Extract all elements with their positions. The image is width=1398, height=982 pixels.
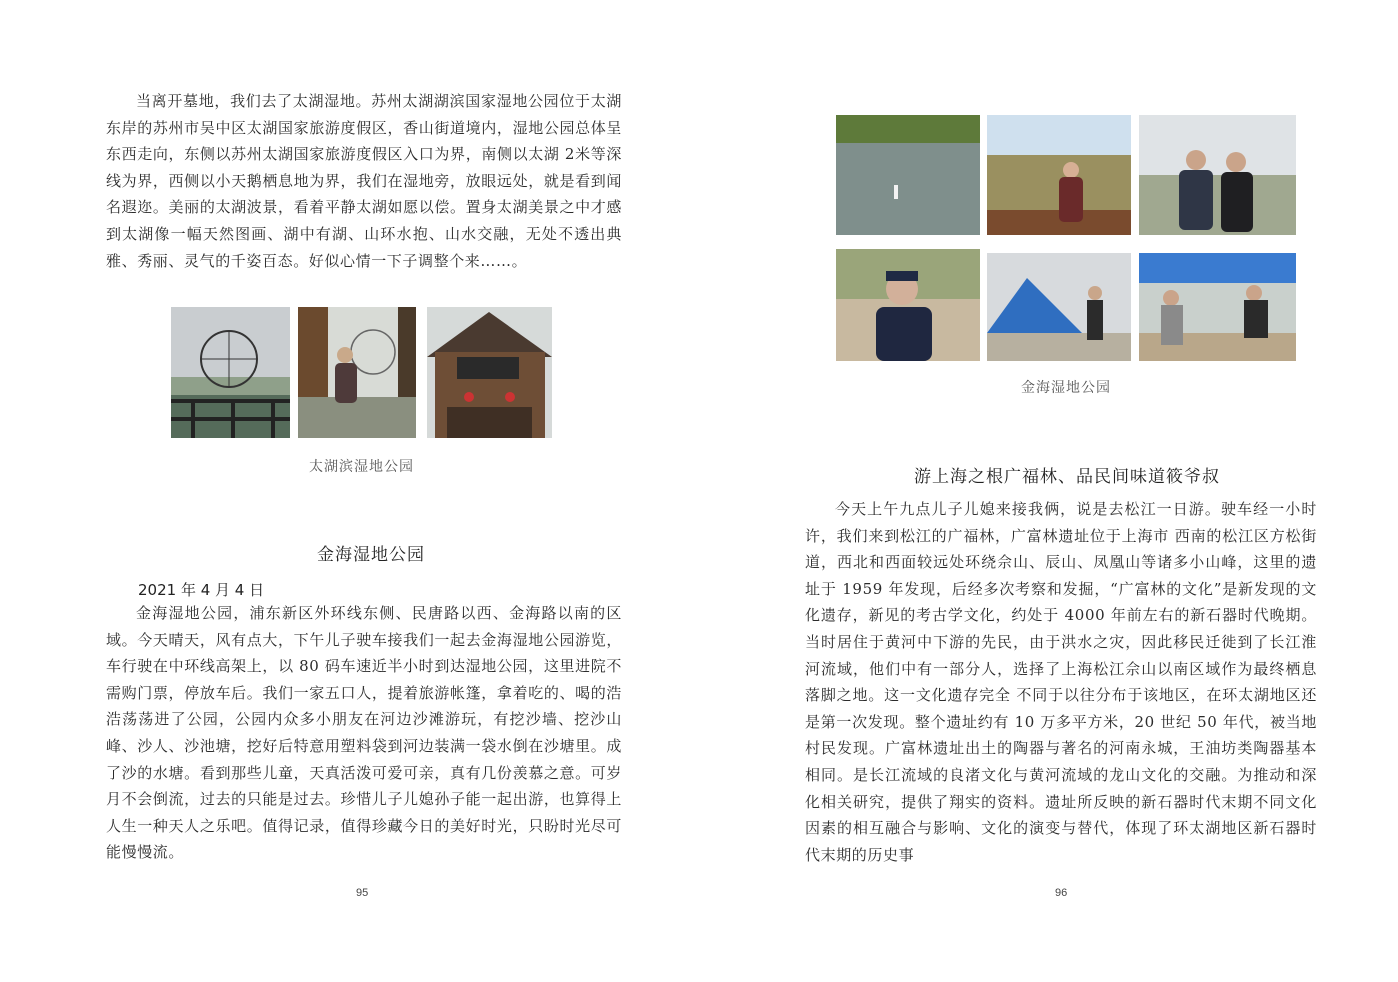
photo-family-tent [987,253,1131,361]
photo-ferris-wheel-lake [171,307,290,438]
right-page [699,0,1398,982]
jinhai-paragraph: 金海湿地公园，浦东新区外环线东侧、民唐路以西、金海路以南的区域。今天晴天，风有点大，下午儿子驶车接我们一起去金海湿地公园游览，车行驶在中环线高架上，以 80 码车速近半小时到达湿地公园，这里进院不需购门票，停放车后。我们一家五口人，提着旅游帐篷，拿着吃的、喝的浩浩荡荡进了公园，公园内众多小朋友在河边沙滩游玩，有挖沙墙、挖沙山峰、沙人、沙池塘，挖好后特意用塑料袋到河边装满一袋水倒在沙塘里。成了沙的水塘。看到那些儿童，天真活泼可爱可亲，真有几份羡慕之意。可岁月不会倒流，过去的只能是过去。珍惜儿子儿媳孙子能一起出游，也算得上人生一种天人之乐吧。值得记录，值得珍藏今日的美好时光，只盼时光尽可能慢慢流。 [106,604,622,862]
taihu-paragraph: 当离开墓地，我们去了太湖湿地。苏州太湖湖滨国家湿地公园位于太湖东岸的苏州市吴中区太湖国家旅游度假区，香山街道境内，湿地公园总体呈东西走向，东侧以苏州太湖国家旅游度假区入口为界，南侧以太湖 2米等深线为界，西侧以小天鹅栖息地为界，我们在湿地旁，放眼远处，就是看到闻名遐迩。美丽的太湖波景，看着平静太湖如愿以偿。置身太湖美景之中才感到太湖像一幅天然图画、湖中有湖、山环水抱、山水交融，无处不透出典雅、秀丽、灵气的千姿百态。好似心情一下子调整个来……。 [106,92,622,270]
photo-picnic-gathering [1139,253,1296,361]
jinhai-section-title: 金海湿地公园 [317,545,425,565]
guangfulin-paragraph: 今天上午九点儿子儿媳来接我俩，说是去松江一日游。驶车经一小时许，我们来到松江的广福林，广富林遗址位于上海市 西南的松江区方松街道，西北和西面较远处环绕佘山、辰山、凤凰山等诸多小山峰，这里的遗址于 1959 年发现，后经多次考察和发掘，“广富林的文化”是新发现的文化遗存，新见的考古学文化，约处于 4000 年前左右的新石器时代晚期。当时居住于黄河中下游的先民，由于洪水之灾，因此移民迁徙到了长江淮河流域，他们中有一部分人，选择了上海松江佘山以南区域作为最终栖息落脚之地。这一文化遗存完全 不同于以往分布于该地区，在环太湖地区还是第一次发现。整个遗址约有 10 万多平方米，20 世纪 50 年代，被当地村民发现。广富林遗址出土的陶器与著名的河南永城，王油坊类陶器基本相同。是长江流域的良渚文化与黄河流域的龙山文化的交融。为推动和深化相关研究，提供了翔实的资料。遗址所反映的新石器时代末期不同文化因素的相互融合与影响、文化的演变与替代，体现了环太湖地区新石器时代末期的历史事 [805,500,1317,864]
photo-lake-with-bird [836,115,980,235]
photo-man-at-window [298,307,416,438]
left-photo-caption: 太湖滨湿地公园 [309,459,414,475]
photo-woman-by-water [987,115,1131,235]
guangfulin-section-title: 游上海之根广福林、品民间味道筱爷叔 [914,467,1220,487]
entry-date: 2021 年 4 月 4 日 [138,581,265,599]
page-number-left: 95 [356,887,369,899]
page-number-right: 96 [1055,887,1068,899]
photo-wooden-pavilion [427,307,552,438]
right-photo-caption: 金海湿地公园 [1021,380,1111,396]
photo-couple-in-park [1139,115,1296,235]
photo-man-portrait [836,249,980,361]
